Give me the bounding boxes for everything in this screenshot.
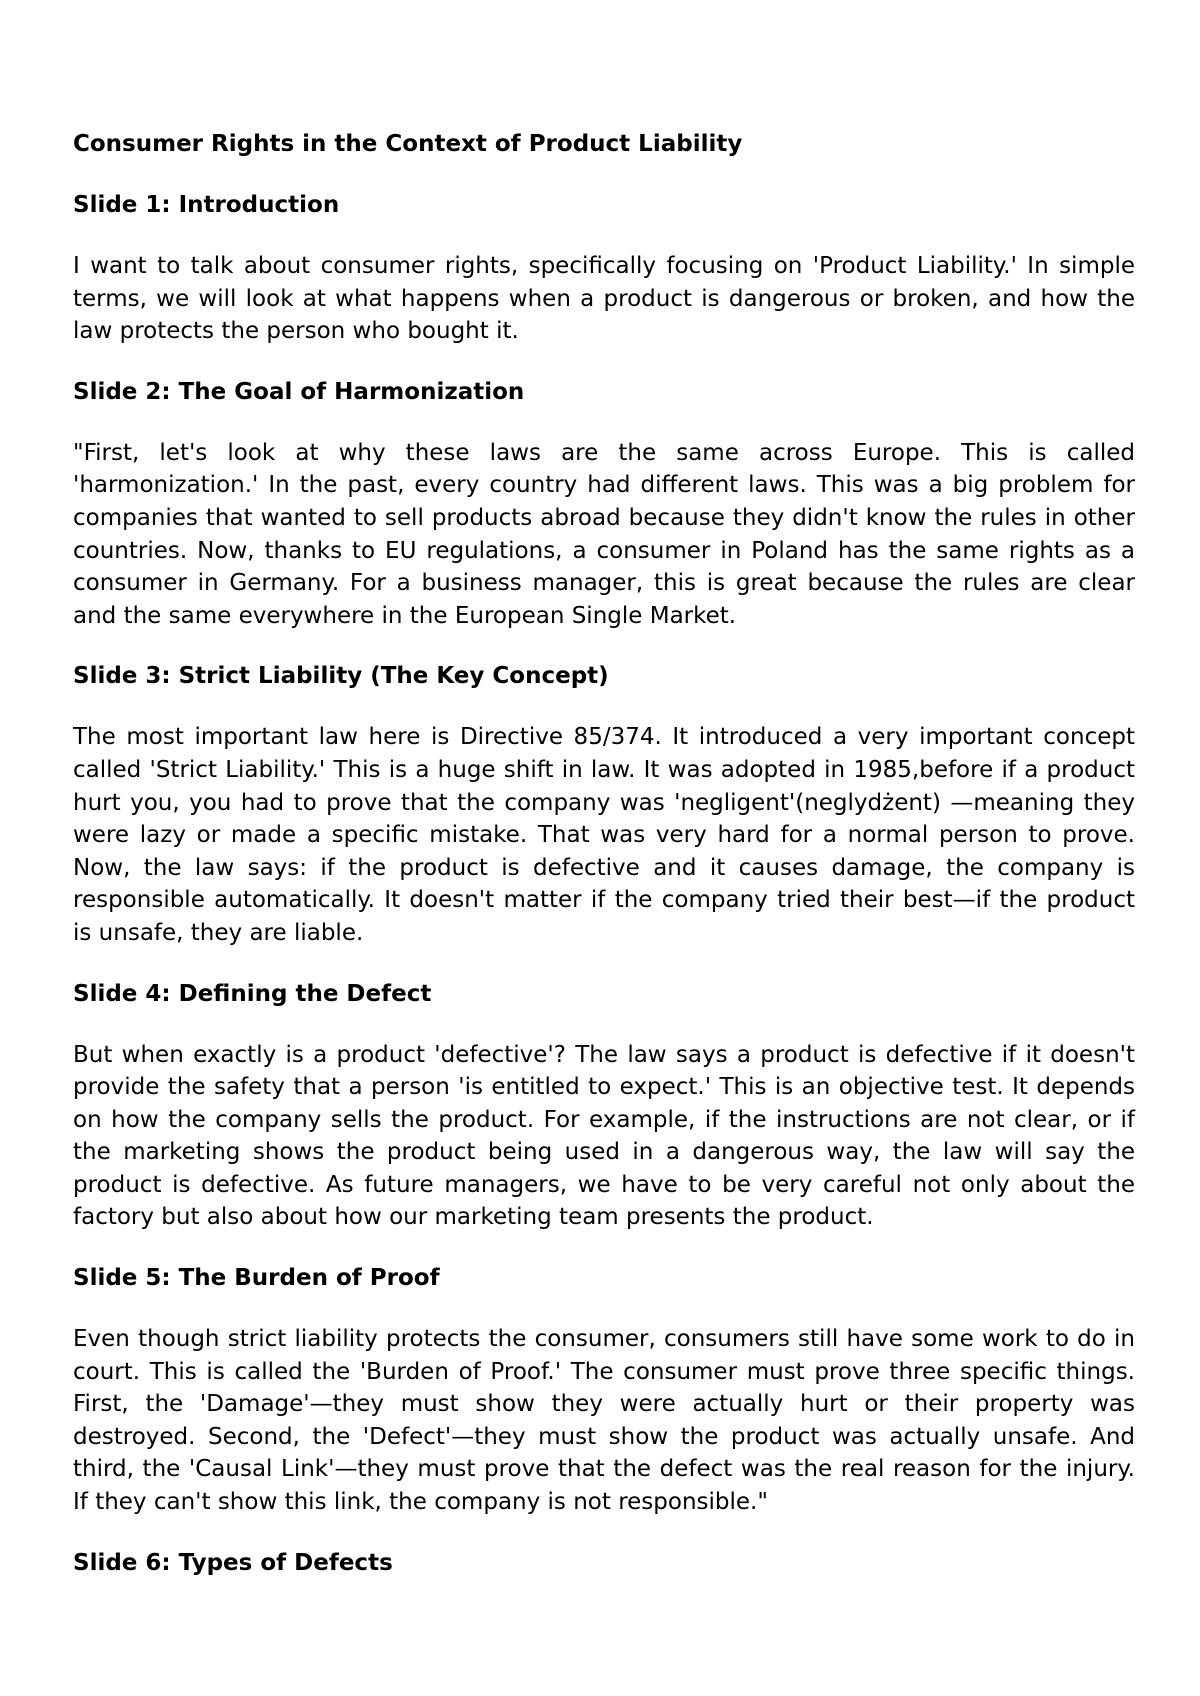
slide-section-2 xyxy=(73,376,1135,633)
slide-paragraph: Even though strict liability protects the consumer, consumers still have some work to do in court. This is called the 'Burden of Proof.' The consumer must prove three specific things. First, the 'Damage'—they must show they were actually hurt or their property was destroyed. Second, the 'Defect'—they must show the product was actually unsafe. And third, the 'Causal Link'—they must prove that the defect was the real reason for the injury. If they can't show this link, the company is not responsible." xyxy=(73,1326,1135,1516)
slide-section-1 xyxy=(73,189,1135,348)
slide-heading: Slide 4: Defining the Defect xyxy=(73,980,432,1007)
slide-heading: Slide 2: The Goal of Harmonization xyxy=(73,378,525,405)
slide-paragraph: I want to talk about consumer rights, specifically focusing on 'Product Liability.' In simple terms, we will look at what happens when a product is dangerous or broken, and how the law protects the person who bought it. xyxy=(73,253,1135,345)
slide-paragraph: The most important law here is Directive 85/374. It introduced a very important concept called 'Strict Liability.' This is a huge shift in law. It was adopted in 1985,before if a product hurt you, you had to prove that the company was 'negligent'(neglydżent) —meaning they were lazy or made a specific mistake. That was very hard for a normal person to prove. Now, the law says: if the product is defective and it causes damage, the company is responsible automatically. It doesn't matter if the company tried their best—if the product is unsafe, they are liable. xyxy=(73,724,1135,946)
document-title: Consumer Rights in the Context of Product Liability xyxy=(73,131,743,157)
slide-paragraph: But when exactly is a product 'defective'? The law says a product is defective if it doesn't provide the safety that a person 'is entitled to expect.' This is an objective test. It depends on how the company sells the product. For example, if the instructions are not clear, or if the marketing shows the product being used in a dangerous way, the law will say the product is defective. As future managers, we have to be very careful not only about the factory but also about how our marketing team presents the product. xyxy=(73,1041,1135,1231)
slide-heading: Slide 1: Introduction xyxy=(73,192,340,218)
slide-section-6 xyxy=(73,1547,1135,1580)
document-page xyxy=(73,128,1135,1608)
slide-heading: Slide 3: Strict Liability (The Key Concept) xyxy=(73,663,609,690)
slide-section-5 xyxy=(73,1262,1135,1519)
slide-heading: Slide 5: The Burden of Proof xyxy=(73,1265,440,1292)
slide-paragraph: "First, let's look at why these laws are the same across Europe. This is called 'harmonization.' In the past, every country had different laws. This was a big problem for companies that wanted to sell products abroad because they didn't know the rules in other countries. Now, thanks to EU regulations, a consumer in Poland has the same rights as a consumer in Germany. For a business manager, this is great because the rules are clear and the same everywhere in the European Single Market. xyxy=(73,439,1135,629)
slide-section-3 xyxy=(73,660,1135,949)
slide-heading: Slide 6: Types of Defects xyxy=(73,1549,393,1576)
slide-section-4 xyxy=(73,978,1135,1235)
